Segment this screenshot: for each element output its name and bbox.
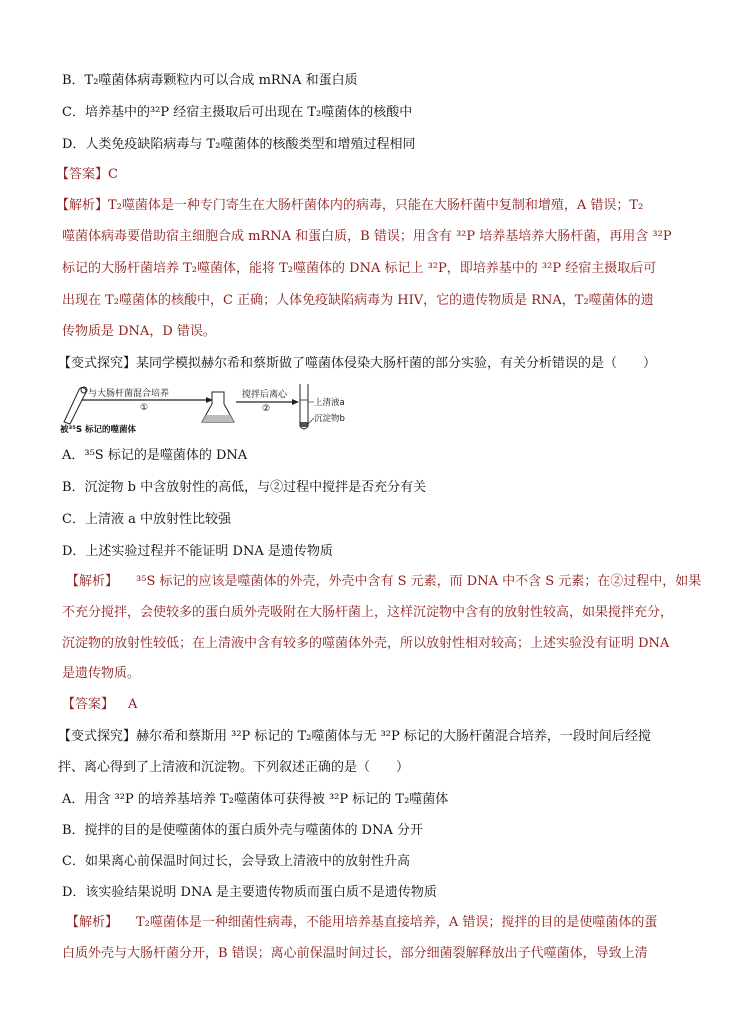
q2-option-d: D．上述实验过程并不能证明 DNA 是遗传物质 — [62, 544, 333, 559]
q2-analysis-line-3: 沉淀物的放射性较低；在上清液中含有较多的噬菌体外壳，所以放射性相对较高；上述实验没有证明 DNA — [62, 636, 670, 651]
q2-option-c: C．上清液 a 中放射性比较强 — [62, 512, 231, 527]
supernatant-label: 上清液a — [314, 398, 345, 408]
q2-answer — [62, 696, 137, 714]
q3-option-c: C．如果离心前保温时间过长，会导致上清液中的放射性升高 — [62, 854, 410, 869]
q1-option-d: D．人类免疫缺陷病毒与 T₂噬菌体的核酸类型和增殖过程相同 — [62, 137, 416, 152]
step2-number: ② — [262, 404, 271, 414]
q1-analysis-line-5: 传物质是 DNA，D 错误。 — [62, 324, 216, 339]
q3-option-a: A．用含 ³²P 的培养基培养 T₂噬菌体可获得被 ³²P 标记的 T₂噬菌体 — [62, 792, 449, 807]
diagram-caption: 被³⁵S 标记的噬菌体 — [60, 425, 137, 435]
q3-option-d: D．该实验结果说明 DNA 是主要遗传物质而蛋白质不是遗传物质 — [62, 885, 437, 900]
q1-analysis-line-4: 出现在 T₂噬菌体的核酸中，C 正确；人体免疫缺陷病毒为 HIV，它的遗传物质是 RNA，T₂噬菌体的遗 — [62, 293, 654, 308]
q2-option-a: A．³⁵S 标记的是噬菌体的 DNA — [62, 448, 248, 463]
step1-label: 与大肠杆菌混合培养 — [88, 389, 170, 399]
q3-analysis-line-1 — [66, 914, 657, 932]
q1-analysis-line-1 — [56, 197, 643, 215]
q3-analysis-line-2: 白质外壳与大肠杆菌分开，B 错误；离心前保温时间过长，部分细菌裂解释放出子代噬菌体，导致上清 — [62, 946, 648, 961]
answer-value: A — [128, 697, 138, 712]
analysis-label: 【解析】 — [56, 198, 109, 213]
q1-option-c: C．培养基中的³²P 经宿主摄取后可出现在 T₂噬菌体的核酸中 — [62, 105, 413, 120]
q2-option-b: B．沉淀物 b 中含放射性的高低，与②过程中搅拌是否充分有关 — [62, 480, 427, 495]
answer-value: C — [108, 167, 118, 182]
answer-label: 【答案】 — [56, 167, 109, 182]
q1-analysis-line-3: 标记的大肠杆菌培养 T₂噬菌体，能将 T₂噬菌体的 DNA 标记上 ³²P，即培养基中的 ³²P 经宿主摄取后可 — [62, 261, 657, 276]
analysis-text: ³⁵S 标记的应该是噬菌体的外壳，外壳中含有 S 元素，而 DNA 中不含 S 元素；在②过程中，如果 — [136, 574, 702, 589]
answer-label: 【答案】 — [62, 697, 115, 712]
q2-analysis-line-4: 是遗传物质。 — [62, 666, 141, 681]
q3-stem-line-1: 【变式探究】赫尔希和蔡斯用 ³²P 标记的 T₂噬菌体与无 ³²P 标记的大肠杆菌混合培养，一段时间后经搅 — [58, 729, 651, 744]
q2-stem: 【变式探究】某同学模拟赫尔希和蔡斯做了噬菌体侵染大肠杆菌的部分实验，有关分析错误的是（ ） — [58, 356, 657, 371]
step1-number: ① — [140, 403, 149, 413]
experiment-diagram — [58, 378, 345, 435]
step2-label: 搅拌后离心 — [242, 390, 288, 400]
sediment-label: 沉淀物b — [314, 414, 345, 424]
pipette-icon — [64, 387, 87, 424]
q2-analysis-line-1 — [66, 573, 701, 591]
analysis-text: T₂噬菌体是一种专门寄生在大肠杆菌体内的病毒，只能在大肠杆菌中复制和增殖，A 错误；T₂ — [108, 198, 644, 213]
q1-answer — [56, 166, 118, 184]
q2-analysis-line-2: 不充分搅拌，会使较多的蛋白质外壳吸附在大肠杆菌上，这样沉淀物中含有的放射性较高，如果搅拌充分， — [62, 605, 674, 620]
analysis-label: 【解析】 — [66, 574, 119, 589]
test-tube-icon — [300, 384, 308, 429]
flask-icon — [202, 392, 234, 422]
q1-analysis-line-2: 噬菌体病毒要借助宿主细胞合成 mRNA 和蛋白质，B 错误；用含有 ³²P 培养基培养大肠杆菌，再用含 ³²P — [62, 229, 672, 244]
analysis-label: 【解析】 — [66, 915, 119, 930]
analysis-text: T₂噬菌体是一种细菌性病毒，不能用培养基直接培养，A 错误；搅拌的目的是使噬菌体的蛋 — [136, 915, 658, 930]
q3-stem-line-2: 拌、离心得到了上清液和沉淀物。下列叙述正确的是（ ） — [58, 760, 410, 775]
q3-option-b: B．搅拌的目的是使噬菌体的蛋白质外壳与噬菌体的 DNA 分开 — [62, 823, 424, 838]
q1-option-b: B．T₂噬菌体病毒颗粒内可以合成 mRNA 和蛋白质 — [62, 73, 358, 88]
